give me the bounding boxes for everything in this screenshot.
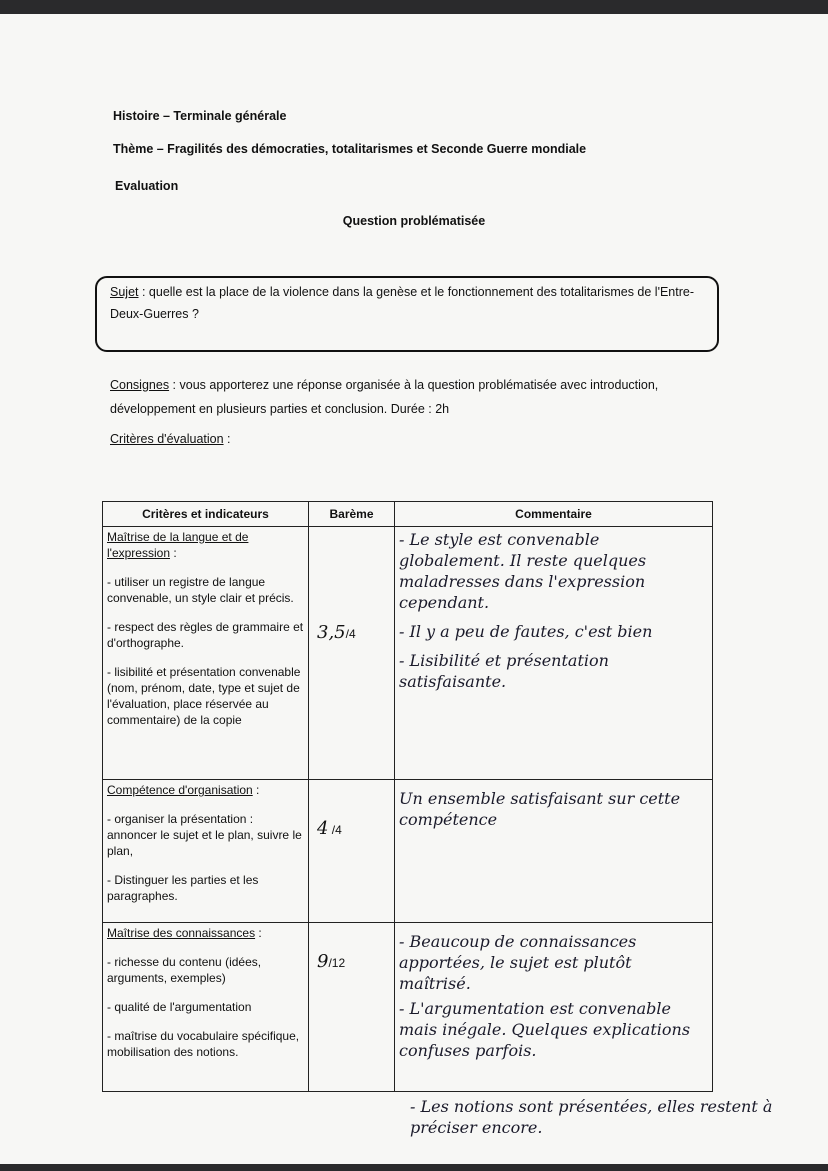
comment-line: Un ensemble satisfaisant sur cette compétence: [399, 789, 681, 829]
comment-cell: [395, 780, 713, 923]
criteria-item: - qualité de l'argumentation: [107, 1000, 252, 1014]
subject-text: [110, 281, 710, 325]
exercise-title: Question problématisée: [342, 214, 486, 228]
score-max: /4: [345, 627, 356, 641]
criteria-heading: [110, 432, 231, 446]
comment-line: - Beaucoup de connaissances apportées, le sujet est plutôt maîtrisé.: [399, 932, 637, 993]
score-value: 4: [317, 818, 329, 839]
criteria-cell: Maîtrise des connaissances : - richesse du contenu (idées, arguments, exemples) - qualité de l'argumentation - maîtrise du vocabulaire spécifique, mobilisation des notions.: [103, 923, 309, 1092]
comment-cell: [395, 923, 713, 1092]
table-row: [103, 780, 713, 923]
score-max: /4: [328, 823, 342, 837]
criteria-title: Maîtrise de la langue et de l'expression: [107, 530, 249, 560]
criteria-item: - Distinguer les parties et les paragraphes.: [107, 873, 259, 903]
criteria-title: Compétence d'organisation: [107, 783, 253, 797]
theme-heading: Thème – Fragilités des démocraties, totalitarismes et Seconde Guerre mondiale: [113, 142, 587, 156]
score-value: 9: [317, 951, 329, 972]
criteria-cell: Maîtrise de la langue et de l'expression : - utiliser un registre de langue convenable, un style clair et précis. - respect des règles de grammaire et d'orthographe. - lisibilité et présentation convenable (nom, prénom, date, type et sujet de l'évaluation, place réservée au commentaire) de la copie: [103, 527, 309, 780]
criteria-label: Critères d'évaluation: [110, 432, 224, 446]
score-max: /12: [328, 956, 346, 970]
criteria-cell: Compétence d'organisation : - organiser la présentation : annoncer le sujet et le plan, suivre le plan, - Distinguer les parties et les paragraphes.: [103, 780, 309, 923]
criteria-suffix: :: [223, 432, 231, 446]
score-cell: [309, 780, 395, 923]
comment-line: - Il y a peu de fautes, c'est bien: [399, 622, 653, 641]
subject-label: Sujet: [110, 285, 139, 299]
document-page: [0, 14, 828, 1164]
header-score: Barème: [309, 502, 395, 527]
instructions-text: : vous apporterez une réponse organisée à la question problématisée avec introduction, développement en plusieurs parties et conclusion. Durée : 2h: [110, 378, 659, 416]
criteria-title: Maîtrise des connaissances: [107, 926, 256, 940]
table-row: [103, 923, 713, 1092]
header-criteria: Critères et indicateurs: [103, 502, 309, 527]
instructions: [110, 373, 710, 421]
comment-cell: [395, 527, 713, 780]
score-value: 3,5: [317, 622, 346, 643]
criteria-item: - richesse du contenu (idées, arguments, exemples): [107, 955, 262, 985]
criteria-item: - utiliser un registre de langue convenable, un style clair et précis.: [107, 575, 294, 605]
instructions-label: Consignes: [110, 378, 170, 392]
table-header-row: [103, 502, 713, 527]
evaluation-heading: Evaluation: [115, 179, 179, 193]
criteria-item: - lisibilité et présentation convenable (nom, prénom, date, type et sujet de l'évaluation, place réservée au commentaire) de la copie: [107, 665, 301, 727]
comment-line: - L'argumentation est convenable mais inégale. Quelques explications confuses parfois.: [399, 999, 691, 1060]
comment-line: - Lisibilité et présentation satisfaisante.: [399, 651, 609, 691]
subject-heading: Histoire – Terminale générale: [113, 109, 287, 123]
table-row: [103, 527, 713, 780]
subject-question: : quelle est la place de la violence dans la genèse et le fonctionnement des totalitarismes de l'Entre-Deux-Guerres ?: [110, 285, 694, 321]
criteria-item: - maîtrise du vocabulaire spécifique, mobilisation des notions.: [107, 1029, 300, 1059]
overflow-comment: - Les notions sont présentées, elles restent à préciser encore.: [410, 1097, 773, 1137]
comment-line: - Le style est convenable globalement. Il reste quelques maladresses dans l'expression cependant.: [399, 530, 647, 612]
score-cell: [309, 527, 395, 780]
evaluation-table: [102, 501, 713, 1092]
criteria-item: - organiser la présentation : annoncer le sujet et le plan, suivre le plan,: [107, 812, 302, 858]
score-cell: [309, 923, 395, 1092]
header-comment: Commentaire: [395, 502, 713, 527]
criteria-item: - respect des règles de grammaire et d'orthographe.: [107, 620, 304, 650]
